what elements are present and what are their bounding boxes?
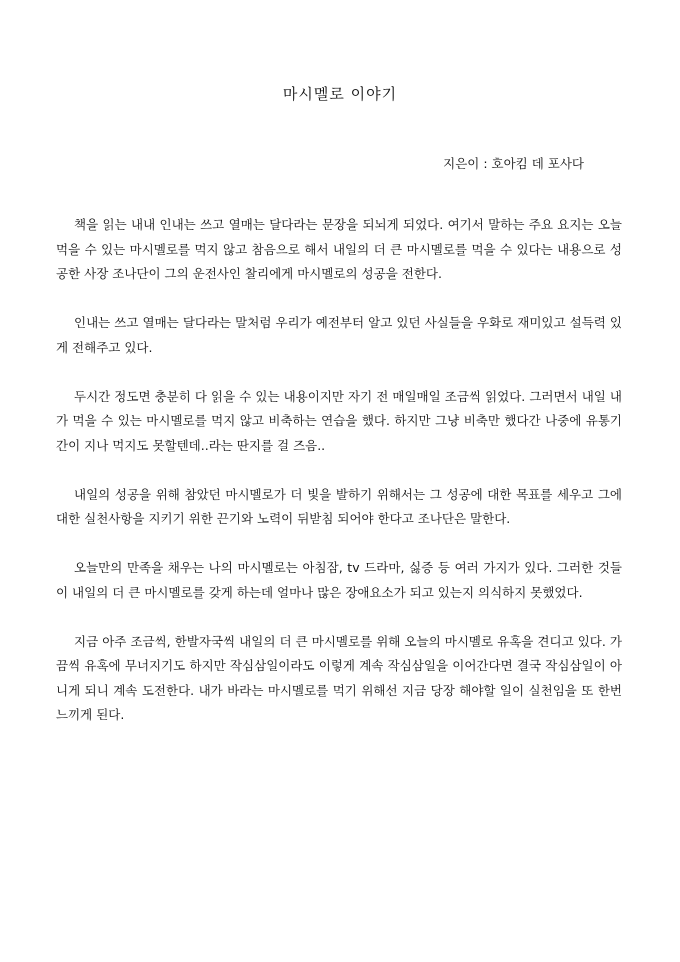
document-body (56, 213, 622, 752)
paragraph: 오늘만의 만족을 채우는 나의 마시멜로는 아침잠, tv 드라마, 싫증 등 여러 가지가 있다. 그러한 것들이 내일의 더 큰 마시멜로를 갖게 하는데 얼마나 많은 장애요소가 되고 있는지 의식하지 못했었다. (56, 560, 622, 600)
author-line: 지은이 : 호아킴 데 포사다 (443, 156, 584, 171)
document-title: 마시멜로 이야기 (282, 85, 398, 103)
paragraph: 책을 읽는 내내 인내는 쓰고 열매는 달다라는 문장을 되뇌게 되었다. 여기서 말하는 주요 요지는 오늘 먹을 수 있는 마시멜로를 먹지 않고 참음으로 해서 내일의 더 큰 마시멜로를 먹을 수 있다는 내용으로 성공한 사장 조나단이 그의 운전사인 찰리에게 마시멜로의 성공을 전한다. (56, 217, 622, 281)
paragraph: 인내는 쓰고 열매는 달다라는 말처럼 우리가 예전부터 알고 있던 사실들을 우화로 재미있고 설득력 있게 전해주고 있다. (56, 315, 622, 355)
paragraph: 두시간 정도면 충분히 다 읽을 수 있는 내용이지만 자기 전 매일매일 조금씩 읽었다. 그러면서 내일 내가 먹을 수 있는 마시멜로를 먹지 않고 비축하는 연습을 했다. 하지만 그냥 비축만 했다간 나중에 유통기간이 지나 먹지도 못할텐데..라는 딴지를 걸 즈음.. (56, 388, 622, 453)
paragraph: 내일의 성공을 위해 참았던 마시멜로가 더 빛을 발하기 위해서는 그 성공에 대한 목표를 세우고 그에 대한 실천사항을 지키기 위한 끈기와 노력이 뒤받침 되어야 한다고 조나단은 말한다. (56, 486, 622, 526)
paragraph: 지금 아주 조금씩, 한발자국씩 내일의 더 큰 마시멜로를 위해 오늘의 마시멜로 유혹을 견디고 있다. 가끔씩 유혹에 무너지기도 하지만 작심삼일이라도 이렇게 계속 작심삼일을 이어간다면 결국 작심삼일이 아니게 되니 계속 도전한다. 내가 바라는 마시멜로를 먹기 위해선 지금 당장 해야할 일이 실천임을 또 한번 느끼게 된다. (56, 633, 622, 722)
